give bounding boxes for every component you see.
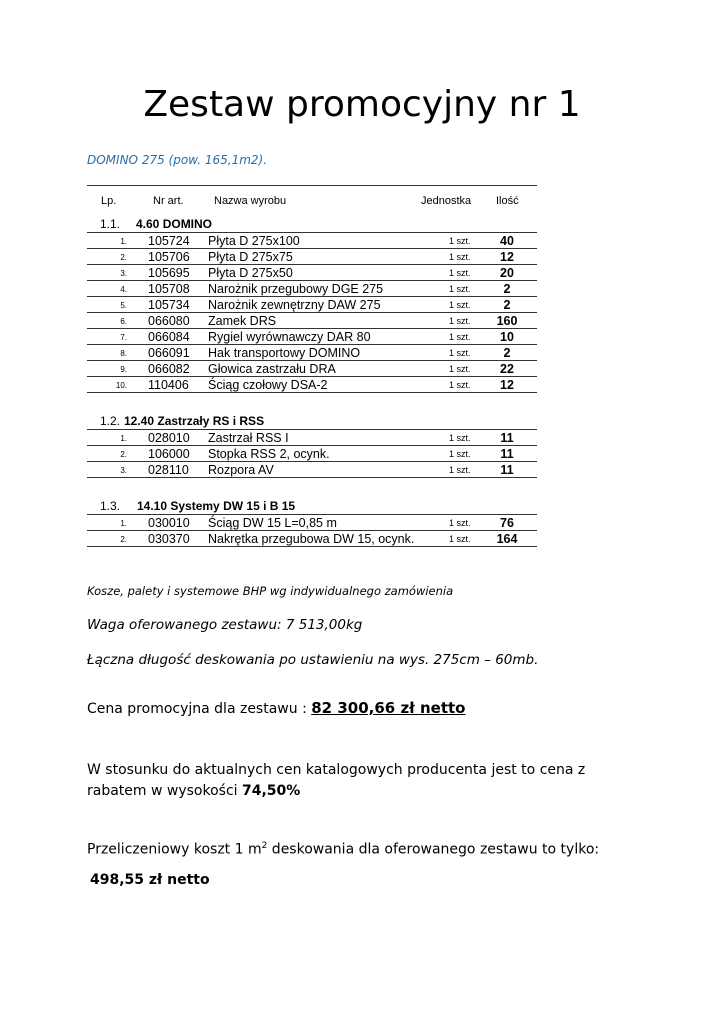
table-row bbox=[87, 531, 537, 547]
cell-qty: 11 bbox=[500, 463, 514, 477]
cell-lp: 10. bbox=[115, 381, 127, 390]
cell-lp: 9. bbox=[120, 365, 127, 374]
cell-art: 110406 bbox=[148, 378, 189, 392]
table-body bbox=[87, 216, 537, 547]
header-name: Nazwa wyrobu bbox=[214, 195, 287, 207]
parts-table bbox=[87, 185, 537, 547]
promo-price bbox=[87, 699, 465, 717]
header-art: Nr art. bbox=[153, 195, 184, 207]
cell-lp: 1. bbox=[120, 237, 127, 246]
cell-name: Ściąg DW 15 L=0,85 m bbox=[208, 516, 337, 530]
cell-lp: 6. bbox=[120, 317, 127, 326]
cell-name: Narożnik zewnętrzny DAW 275 bbox=[208, 298, 381, 312]
cell-unit: 1 szt. bbox=[449, 348, 471, 358]
table-row bbox=[87, 249, 537, 265]
table-row bbox=[87, 446, 537, 462]
cell-art: 066084 bbox=[148, 330, 190, 344]
table-row bbox=[87, 345, 537, 361]
cell-lp: 3. bbox=[120, 466, 127, 475]
cell-unit: 1 szt. bbox=[449, 316, 471, 326]
group-header bbox=[87, 413, 537, 430]
cell-art: 066091 bbox=[148, 346, 190, 360]
table-row bbox=[87, 377, 537, 393]
cell-lp: 3. bbox=[120, 269, 127, 278]
table-row bbox=[87, 297, 537, 313]
cell-lp: 8. bbox=[120, 349, 127, 358]
cell-lp: 1. bbox=[120, 434, 127, 443]
group-gap bbox=[87, 478, 537, 498]
table-row bbox=[87, 430, 537, 446]
table-row bbox=[87, 515, 537, 531]
calc-superscript: 2 bbox=[261, 841, 268, 851]
group-number: 1.2. bbox=[100, 414, 121, 428]
cell-lp: 2. bbox=[120, 450, 127, 459]
group-header bbox=[87, 498, 537, 515]
group-name: 4.60 DOMINO bbox=[136, 217, 213, 231]
cell-name: Rygiel wyrównawczy DAR 80 bbox=[208, 330, 371, 344]
cell-name: Nakrętka przegubowa DW 15, ocynk. bbox=[208, 532, 415, 546]
cell-unit: 1 szt. bbox=[449, 449, 471, 459]
calc-text-b: deskowania dla oferowanego zestawu to tylko: bbox=[267, 841, 600, 858]
cell-qty: 160 bbox=[496, 314, 518, 328]
discount-value: 74,50% bbox=[242, 783, 301, 799]
cell-lp: 2. bbox=[120, 535, 127, 544]
cell-qty: 22 bbox=[500, 362, 514, 376]
cell-qty: 76 bbox=[500, 516, 514, 530]
table-row bbox=[87, 313, 537, 329]
price-value: 82 300,66 zł netto bbox=[311, 699, 466, 717]
cell-art: 105708 bbox=[148, 282, 190, 296]
cell-qty: 11 bbox=[500, 447, 514, 461]
table-row bbox=[87, 281, 537, 297]
cell-name: Zamek DRS bbox=[208, 314, 277, 328]
cell-qty: 11 bbox=[500, 431, 514, 445]
table-row bbox=[87, 462, 537, 478]
unit-cost-value: 498,55 zł netto bbox=[90, 872, 210, 888]
length-note: Łączna długość deskowania po ustawieniu na wys. 275cm – 60mb. bbox=[87, 652, 539, 668]
page-title: Zestaw promocyjny nr 1 bbox=[143, 84, 581, 125]
cell-unit: 1 szt. bbox=[449, 268, 471, 278]
cell-name: Hak transportowy DOMINO bbox=[208, 346, 361, 360]
calc-text-a: Przeliczeniowy koszt 1 m bbox=[87, 841, 262, 858]
cell-unit: 1 szt. bbox=[449, 252, 471, 262]
cell-name: Głowica zastrzału DRA bbox=[208, 362, 336, 376]
table-row bbox=[87, 233, 537, 249]
cell-lp: 1. bbox=[120, 519, 127, 528]
cell-unit: 1 szt. bbox=[449, 518, 471, 528]
group-name: 12.40 Zastrzały RS i RSS bbox=[124, 414, 265, 428]
cell-art: 105695 bbox=[148, 266, 190, 280]
cell-unit: 1 szt. bbox=[449, 534, 471, 544]
weight-note: Waga oferowanego zestawu: 7 513,00kg bbox=[87, 617, 363, 633]
table-row bbox=[87, 329, 537, 345]
cell-unit: 1 szt. bbox=[449, 332, 471, 342]
baskets-note: Kosze, palety i systemowe BHP wg indywidualnego zamówienia bbox=[87, 584, 454, 598]
cell-name: Stopka RSS 2, ocynk. bbox=[208, 447, 330, 461]
cell-unit: 1 szt. bbox=[449, 300, 471, 310]
table-header bbox=[87, 185, 537, 216]
set-subtitle: DOMINO 275 (pow. 165,1m2). bbox=[87, 153, 268, 167]
cell-art: 105706 bbox=[148, 250, 190, 264]
cell-qty: 2 bbox=[503, 298, 511, 312]
table-row bbox=[87, 361, 537, 377]
cell-qty: 164 bbox=[496, 532, 518, 546]
cell-unit: 1 szt. bbox=[449, 364, 471, 374]
cell-art: 030370 bbox=[148, 532, 190, 546]
cell-name: Ściąg czołowy DSA-2 bbox=[208, 378, 328, 392]
cell-qty: 2 bbox=[503, 346, 511, 360]
table-row bbox=[87, 265, 537, 281]
group-number: 1.3. bbox=[100, 499, 121, 513]
group-number: 1.1. bbox=[100, 217, 121, 231]
cell-unit: 1 szt. bbox=[449, 236, 471, 246]
group-gap bbox=[87, 393, 537, 413]
discount-paragraph bbox=[87, 760, 647, 802]
cell-art: 066082 bbox=[148, 362, 190, 376]
cell-art: 028110 bbox=[148, 463, 189, 477]
cell-art: 105734 bbox=[148, 298, 190, 312]
cell-name: Płyta D 275x75 bbox=[208, 250, 293, 264]
cell-name: Płyta D 275x50 bbox=[208, 266, 293, 280]
header-unit: Jednostka bbox=[421, 195, 472, 207]
cell-art: 105724 bbox=[148, 234, 190, 248]
cell-name: Narożnik przegubowy DGE 275 bbox=[208, 282, 384, 296]
cell-art: 106000 bbox=[148, 447, 190, 461]
cell-lp: 2. bbox=[120, 253, 127, 262]
cell-qty: 12 bbox=[500, 378, 514, 392]
unit-cost-paragraph bbox=[87, 841, 599, 858]
cell-qty: 10 bbox=[500, 330, 514, 344]
header-qty: Ilość bbox=[496, 195, 519, 207]
cell-name: Płyta D 275x100 bbox=[208, 234, 300, 248]
cell-unit: 1 szt. bbox=[449, 433, 471, 443]
cell-name: Rozpora AV bbox=[208, 463, 274, 477]
cell-qty: 12 bbox=[500, 250, 514, 264]
cell-qty: 20 bbox=[500, 266, 514, 280]
cell-qty: 40 bbox=[500, 234, 514, 248]
cell-lp: 5. bbox=[120, 301, 127, 310]
cell-qty: 2 bbox=[503, 282, 511, 296]
cell-lp: 4. bbox=[120, 285, 127, 294]
cell-art: 066080 bbox=[148, 314, 190, 328]
cell-lp: 7. bbox=[120, 333, 127, 342]
cell-unit: 1 szt. bbox=[449, 380, 471, 390]
group-header bbox=[87, 216, 537, 233]
cell-name: Zastrzał RSS I bbox=[208, 431, 289, 445]
price-label: Cena promocyjna dla zestawu : bbox=[87, 701, 312, 717]
discount-text: W stosunku do aktualnych cen katalogowych producenta jest to cena z rabatem w wysokości bbox=[87, 762, 586, 799]
cell-art: 028010 bbox=[148, 431, 190, 445]
header-lp: Lp. bbox=[101, 195, 117, 207]
cell-art: 030010 bbox=[148, 516, 190, 530]
cell-unit: 1 szt. bbox=[449, 284, 471, 294]
cell-unit: 1 szt. bbox=[449, 465, 471, 475]
group-name: 14.10 Systemy DW 15 i B 15 bbox=[137, 499, 296, 513]
